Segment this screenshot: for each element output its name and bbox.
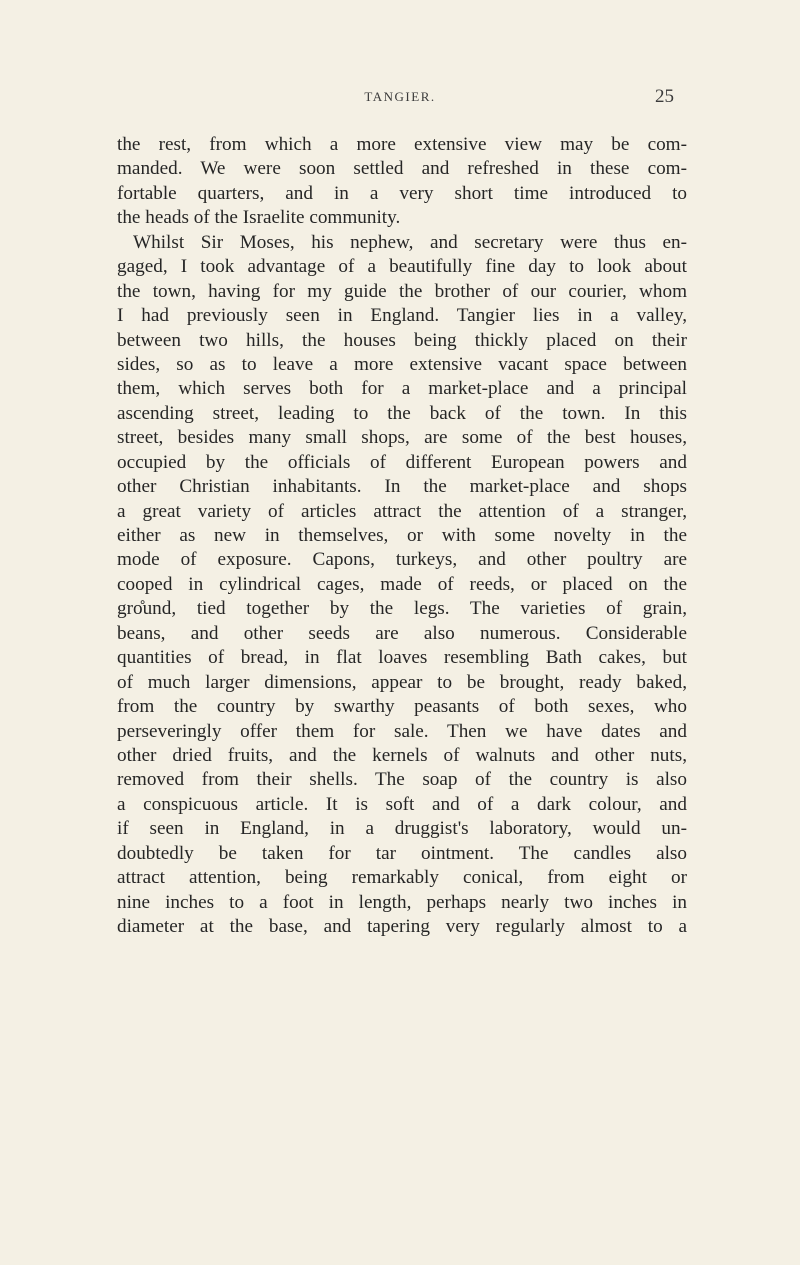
text-line: Whilst Sir Moses, his nephew, and secretary were thus en- (133, 231, 687, 253)
text-line: street, besides many small shops, are some of the best houses, (117, 427, 687, 449)
text-line: beans, and other seeds are also numerous. Considerable (117, 622, 687, 644)
body-text (117, 133, 687, 939)
text-line: perseveringly offer them for sale. Then we have dates and (117, 720, 687, 742)
running-title: TANGIER. (364, 89, 436, 104)
text-line: removed from their shells. The soap of the country is also (117, 769, 687, 791)
text-line: manded. We were soon settled and refreshed in these com- (117, 158, 687, 180)
text-line: them, which serves both for a market-place and a principal (117, 378, 687, 400)
text-line: between two hills, the houses being thickly placed on their (117, 329, 687, 351)
page-number: 25 (655, 86, 674, 107)
text-line: attract attention, being remarkably conical, from eight or (117, 867, 687, 889)
text-line: I had previously seen in England. Tangier lies in a valley, (117, 305, 687, 327)
text-line: occupied by the officials of different European powers and (117, 451, 687, 473)
text-line: of much larger dimensions, appear to be brought, ready baked, (117, 671, 687, 693)
running-head (120, 86, 680, 110)
text-line: the town, having for my guide the brother of our courier, whom (117, 280, 687, 302)
text-line: sides, so as to leave a more extensive vacant space between (117, 353, 687, 375)
text-line: the rest, from which a more extensive view may be com- (117, 134, 687, 155)
text-line: a conspicuous article. It is soft and of a dark colour, and (117, 793, 687, 815)
text-line: either as new in themselves, or with some novelty in the (117, 525, 687, 546)
text-line: gaged, I took advantage of a beautifully fine day to look about (117, 256, 687, 278)
text-line: from the country by swarthy peasants of both sexes, who (117, 696, 687, 718)
text-line: nine inches to a foot in length, perhaps nearly two inches in (117, 891, 687, 913)
text-line: other Christian inhabitants. In the market-place and shops (117, 476, 687, 498)
text-line: cooped in cylindrical cages, made of reeds, or placed on the (117, 573, 687, 595)
text-line: diameter at the base, and tapering very regularly almost to a (117, 916, 687, 937)
text-line: mode of exposure. Capons, turkeys, and other poultry are (117, 549, 687, 571)
text-line: other dried fruits, and the kernels of walnuts and other nuts, (117, 744, 687, 766)
text-line: quantities of bread, in flat loaves resembling Bath cakes, but (117, 647, 687, 669)
text-line: if seen in England, in a druggist's laboratory, would un- (117, 818, 687, 840)
text-line: gro̊und, tied together by the legs. The varieties of grain, (117, 598, 687, 620)
text-line: fortable quarters, and in a very short time introduced to (117, 182, 687, 204)
text-line: a great variety of articles attract the attention of a stranger, (117, 500, 687, 522)
text-line: doubtedly be taken for tar ointment. The candles also (117, 842, 687, 864)
text-line: the heads of the Israelite community. (117, 207, 401, 229)
text-line: ascending street, leading to the back of the town. In this (117, 402, 687, 424)
